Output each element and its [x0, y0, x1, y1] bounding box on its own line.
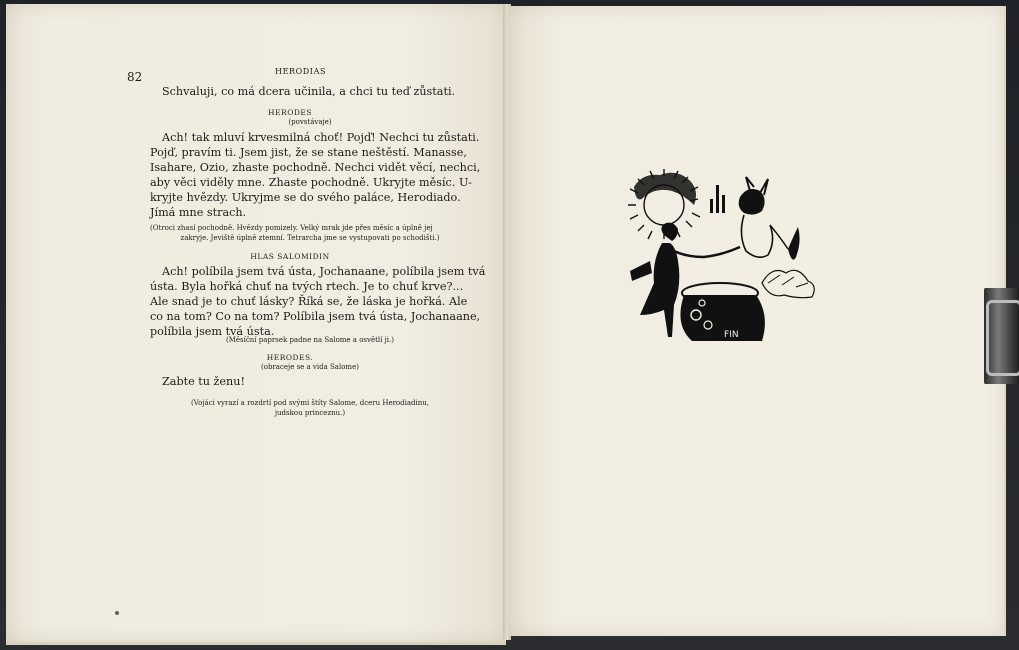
- speaker-name: HERODES.: [266, 353, 314, 362]
- page-number: 82: [127, 70, 143, 84]
- text-line: políbila jsem tvá ústa.: [150, 325, 275, 338]
- paper-speck: [115, 611, 119, 615]
- text-line: Pojď, pravím ti. Jsem jist, že se stane neštěstí. Manasse,: [150, 146, 467, 159]
- text-line: Jímá mne strach.: [150, 206, 247, 219]
- text-line: Ach! tak mluví krvesmilná choť! Pojď! Nechci tu zůstati.: [162, 131, 480, 144]
- running-head: HERODIAS: [275, 67, 327, 76]
- text-line: aby věci viděly mne. Zhaste pochodně. Ukryjte měsíc. U-: [150, 176, 472, 189]
- stage-direction: (obraceje se a vida Salome): [261, 363, 359, 371]
- candles-icon: [710, 185, 725, 213]
- binder-clip-handle: [986, 300, 1019, 376]
- text-line: Ach! políbila jsem tvá ústa, Jochanaane, políbila jsem tvá: [162, 265, 486, 278]
- stage-direction: (Měsíční paprsek padne na Salome a osvětlí ji.): [226, 336, 394, 344]
- stage-direction: (povstávaje): [288, 118, 332, 126]
- speaker-name: HLAS SALOMIDIN: [250, 252, 330, 261]
- speaker-name: HERODES: [268, 108, 312, 117]
- text-line: Schvaluji, co má dcera učinila, a chci tu teď zůstati.: [162, 85, 456, 98]
- text-line: Ale snad je to chuť lásky? Říká se, že láska je hořká. Ale: [150, 295, 468, 308]
- stage-direction: (Otroci zhasí pochodně. Hvězdy pomizely. Velký mrak jde přes měsíc a úplně jej: [150, 224, 433, 232]
- stage-direction: zakryje. Jeviště úplně ztemní. Tetrarcha jme se vystupovati po schodišti.): [180, 234, 440, 242]
- text-line: kryjte hvězdy. Ukryjme se do svého paláce, Herodiado.: [150, 191, 461, 204]
- text-line: co na tom? Co na tom? Políbila jsem tvá ústa, Jochanaane,: [150, 310, 481, 323]
- satyr-figure: [739, 177, 800, 260]
- stage-direction: judskou princeznu.): [274, 409, 346, 417]
- vessel-icon: [680, 283, 764, 341]
- salome-illustration: [612, 165, 832, 365]
- signature-fin: FIN: [724, 330, 739, 340]
- stage-direction: (Vojáci vyrazí a rozdrtí pod svými štíty Salome, dceru Herodiadinu,: [191, 399, 429, 407]
- text-line: ústa. Byla hořká chuť na tvých rtech. Je to chuť krve?...: [150, 280, 464, 293]
- text-line: Zabte tu ženu!: [162, 375, 245, 388]
- text-line: Isahare, Ozio, zhaste pochodně. Nechci vidět věcí, nechci,: [150, 161, 481, 174]
